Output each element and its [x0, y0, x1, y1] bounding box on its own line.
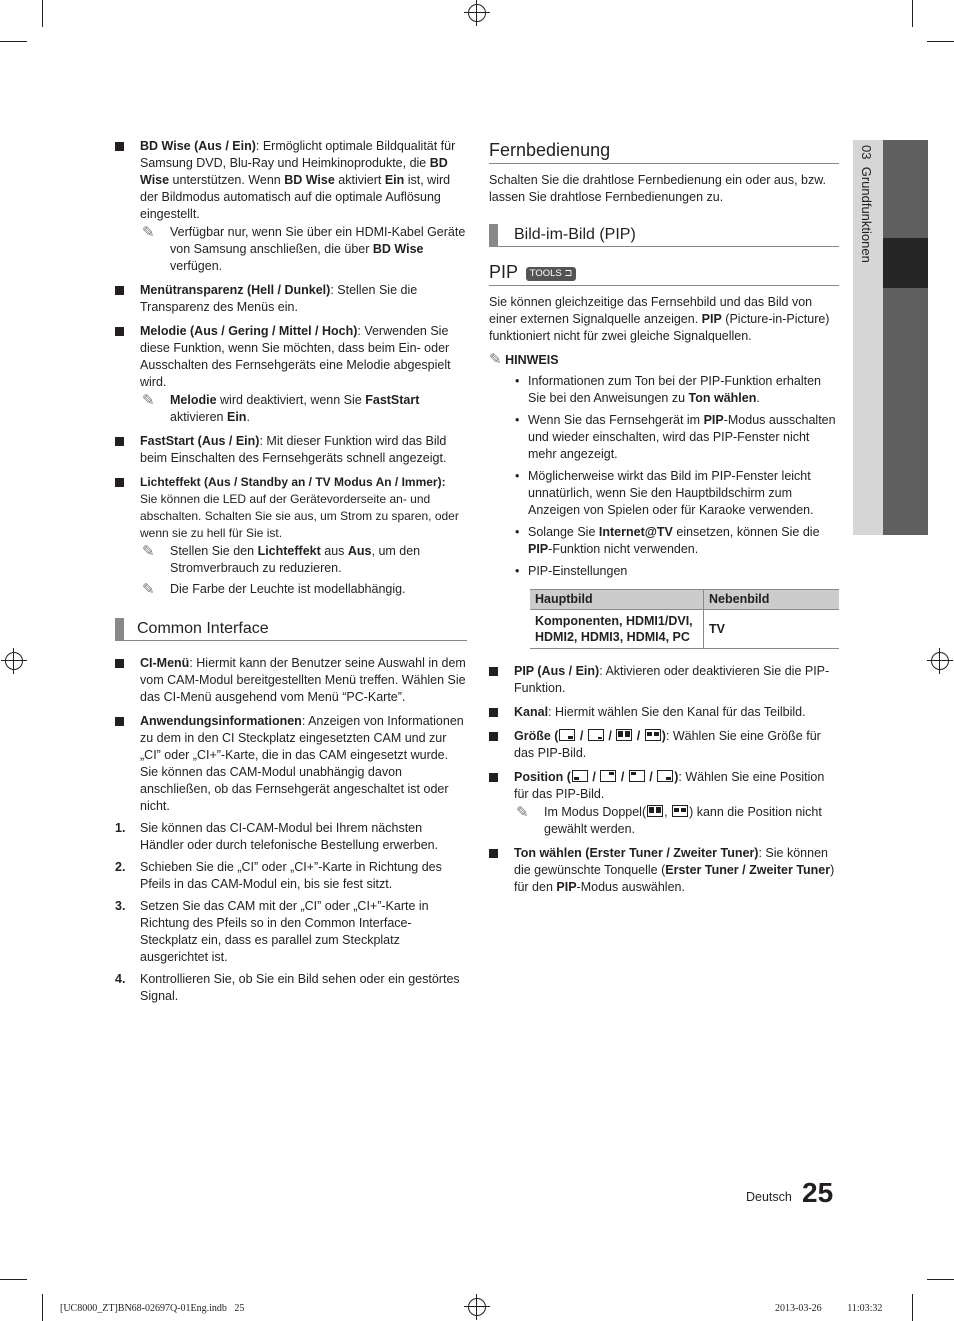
pencil-note-icon: ✎	[142, 581, 155, 598]
size-double-icon	[647, 805, 663, 817]
list-item: Anwendungsinformationen: Anzeigen von Informationen zu dem in den CI Steckplatz eingesetzten CAM und zur „CI” oder „CI+”-Karte, die in das CAM eingesetzt wurde. Sie können das CAM-Modul unabhängig davon anschließen, ob das Fernsehgerät angeschaltet ist oder nicht.	[115, 713, 467, 815]
list-item: Position ( / / / ): Wählen Sie eine Position für das PIP-Bild. ✎ Im Modus Doppel( , ) kann die Position nicht gewählt werden.	[489, 769, 839, 838]
note: ✎ Stellen Sie den Lichteffekt aus Aus, um den Stromverbrauch zu reduzieren.	[142, 543, 421, 575]
pencil-note-icon: ✎	[142, 543, 155, 560]
registration-mark-icon	[5, 652, 23, 670]
pencil-note-icon: ✎	[489, 351, 502, 368]
position-top-left-icon	[629, 770, 645, 782]
pip-settings-table	[530, 589, 839, 649]
pencil-note-icon: ✎	[142, 224, 155, 241]
note: ✎ Verfügbar nur, wenn Sie über ein HDMI-Kabel Geräte von Samsung anschließen, die über BD Wise verfügen.	[142, 224, 466, 273]
list-item: • Wenn Sie das Fernsehgerät im PIP-Modus ausschalten und wieder einschalten, wird das PIP-Fenster nicht mehr angezeigt.	[515, 413, 836, 461]
page-number: 25	[802, 1177, 834, 1208]
bullet-square-icon	[115, 437, 124, 446]
crop-mark	[42, 0, 43, 27]
pencil-note-icon: ✎	[142, 392, 155, 409]
crop-mark	[927, 1279, 954, 1280]
tools-icon: ⊐	[564, 268, 573, 279]
table-header: Hauptbild	[530, 590, 704, 610]
heading-bar	[489, 224, 498, 246]
list-item: • Möglicherweise wirkt das Bild im PIP-Fenster leicht unnatürlich, wenn Sie den Hauptbildschirm zum Anzeigen von Spielen oder für Karaoke verwenden.	[515, 469, 814, 517]
table-cell: Komponenten, HDMI1/DVI, HDMI2, HDMI3, HDMI4, PC	[530, 610, 704, 649]
size-double-wide-icon	[645, 729, 661, 741]
position-bottom-left-icon	[572, 770, 588, 782]
bullet-square-icon	[489, 667, 498, 676]
left-column	[115, 138, 467, 1012]
note: ✎ Im Modus Doppel( , ) kann die Position nicht gewählt werden.	[516, 804, 822, 836]
bullet-square-icon	[489, 773, 498, 782]
list-item: PIP (Aus / Ein): Aktivieren oder deaktivieren Sie die PIP-Funktion.	[489, 663, 839, 697]
list-item: Kanal: Hiermit wählen Sie den Kanal für das Teilbild.	[489, 704, 839, 721]
bullet-square-icon	[115, 142, 124, 151]
print-slug: [UC8000_ZT]BN68-02697Q-01Eng.indb 25	[60, 1303, 245, 1314]
paragraph: Schalten Sie die drahtlose Fernbedienung ein oder aus, bzw. lassen Sie drahtlose Fernbedienungen zu.	[489, 173, 827, 204]
list-item: Ton wählen (Erster Tuner / Zweiter Tuner): Sie können die gewünschte Tonquelle (Erster Tuner / Zweiter Tuner) für den PIP-Modus auswählen.	[489, 845, 839, 896]
section-heading-fernbedienung: Fernbedienung	[489, 138, 839, 164]
bullet-square-icon	[489, 849, 498, 858]
bullet-dot-icon: •	[515, 413, 520, 427]
bullet-dot-icon: •	[515, 374, 520, 388]
step-item: 2. Schieben Sie die „CI” oder „CI+”-Karte in Richtung des Pfeils in das CAM-Modul ein, bis sie fest sitzt.	[115, 860, 442, 891]
list-item: • Informationen zum Ton bei der PIP-Funktion erhalten Sie bei den Anweisungen zu Ton wählen.	[515, 374, 821, 405]
right-column	[489, 138, 839, 903]
list-item: • PIP-Einstellungen	[515, 564, 628, 578]
chapter-label	[853, 145, 883, 305]
pencil-note-icon: ✎	[516, 804, 529, 821]
list-item: Menütransparenz (Hell / Dunkel): Stellen Sie die Transparenz des Menüs ein.	[115, 282, 467, 316]
bullet-square-icon	[115, 659, 124, 668]
crop-mark	[912, 0, 913, 27]
footer-language: Deutsch	[746, 1190, 792, 1204]
size-medium-icon	[588, 729, 604, 741]
bullet-dot-icon: •	[515, 469, 520, 483]
table-cell: TV	[704, 610, 840, 649]
step-item: 4. Kontrollieren Sie, ob Sie ein Bild sehen oder ein gestörtes Signal.	[115, 972, 460, 1003]
paragraph: Sie können gleichzeitige das Fernsehbild und das Bild von einer externen Signalquelle anzeigen. PIP (Picture-in-Picture) funktioniert nicht für zwei gleiche Signalquellen.	[489, 295, 830, 343]
crop-mark	[0, 41, 27, 42]
bullet-square-icon	[115, 478, 124, 487]
bullet-square-icon	[115, 286, 124, 295]
crop-mark	[927, 41, 954, 42]
note: ✎ Die Farbe der Leuchte ist modellabhängig.	[142, 581, 406, 598]
list-item: CI-Menü: Hiermit kann der Benutzer seine Auswahl in dem vom CAM-Modul bereitgestellten Menü treffen. Wählen Sie das CI-Menü ausgehend vom Menü “PC-Karte”.	[115, 655, 467, 706]
side-tab-dark	[883, 140, 928, 535]
list-item: Melodie (Aus / Gering / Mittel / Hoch): Verwenden Sie diese Funktion, wenn Sie möchten, dass beim Ein- oder Ausschalten des Fernsehgeräts eine Melodie abgespielt wird. ✎ Melodie wird deaktiviert, wenn Sie FastStart aktivieren Ein.	[115, 323, 467, 426]
note: ✎ Melodie wird deaktiviert, wenn Sie FastStart aktivieren Ein.	[142, 392, 420, 424]
position-bottom-right-icon	[657, 770, 673, 782]
list-item: BD Wise (Aus / Ein): Ermöglicht optimale Bildqualität für Samsung DVD, Blu-Ray und Heimkinoprodukte, die BD Wise unterstützen. Wenn BD Wise aktiviert Ein ist, wird der Bildmodus automatisch auf die optimale Auflösung eingestellt. ✎ Verfügbar nur, wenn Sie über ein HDMI-Kabel Geräte von Samsung anschließen, die über BD Wise verfügen.	[115, 138, 467, 275]
print-date: 2013-03-26 ￿￿ 11:03:32	[775, 1303, 883, 1314]
section-heading-common-interface: Common Interface	[115, 618, 467, 641]
chapter-number: 03	[859, 145, 874, 160]
list-item: Größe ( / / / ): Wählen Sie eine Größe für das PIP-Bild.	[489, 728, 839, 762]
step-item: 3. Setzen Sie das CAM mit der „CI” oder „CI+”-Karte in Richtung des Pfeils so in den Common Interface-Steckplatz ein, dass es parallel zum Steckplatz ausgerichtet ist.	[115, 899, 429, 964]
pip-title: PIP TOOLS ⊐	[489, 259, 839, 286]
size-double-wide-icon	[672, 805, 688, 817]
step-item: 1. Sie können das CI-CAM-Modul bei Ihrem nächsten Händler oder durch telefonische Bestellung erwerben.	[115, 821, 439, 852]
hinweis-label: ✎ HINWEIS	[489, 351, 559, 368]
bullet-square-icon	[489, 732, 498, 741]
section-heading-pip: Bild-im-Bild (PIP)	[489, 224, 839, 247]
crop-mark	[912, 1294, 913, 1321]
bullet-dot-icon: •	[515, 564, 520, 578]
side-tab-marker	[883, 238, 928, 288]
list-item: • Solange Sie Internet@TV einsetzen, können Sie die PIP-Funktion nicht verwenden.	[515, 525, 820, 556]
bullet-square-icon	[115, 717, 124, 726]
registration-mark-icon	[931, 652, 949, 670]
registration-mark-icon	[468, 4, 486, 22]
size-small-icon	[559, 729, 575, 741]
bullet-dot-icon: •	[515, 525, 520, 539]
chapter-title: Grundfunktionen	[859, 166, 874, 263]
table-header: Nebenbild	[704, 590, 840, 610]
bullet-square-icon	[115, 327, 124, 336]
crop-mark	[42, 1294, 43, 1321]
list-item: FastStart (Aus / Ein): Mit dieser Funktion wird das Bild beim Einschalten des Fernsehgeräts schnell angezeigt.	[115, 433, 467, 467]
registration-mark-icon	[468, 1298, 486, 1316]
tools-badge: TOOLS ⊐	[526, 267, 577, 281]
heading-bar	[115, 618, 124, 640]
size-double-icon	[616, 729, 632, 741]
term: BD Wise (Aus / Ein)	[140, 139, 256, 153]
position-top-right-icon	[600, 770, 616, 782]
bullet-square-icon	[489, 708, 498, 717]
crop-mark	[0, 1279, 27, 1280]
list-item: Lichteffekt (Aus / Standby an / TV Modus An / Immer): Sie können die LED auf der Gerätevorderseite an- und abschalten. Schalten Sie sie aus, um Strom zu sparen, oder wenn sie zu hell für Sie ist. ✎ Stellen Sie den Lichteffekt aus Aus, um den Stromverbrauch zu reduzieren. ✎ Die Farbe der Leuchte ist modellabhängig.	[115, 474, 467, 598]
